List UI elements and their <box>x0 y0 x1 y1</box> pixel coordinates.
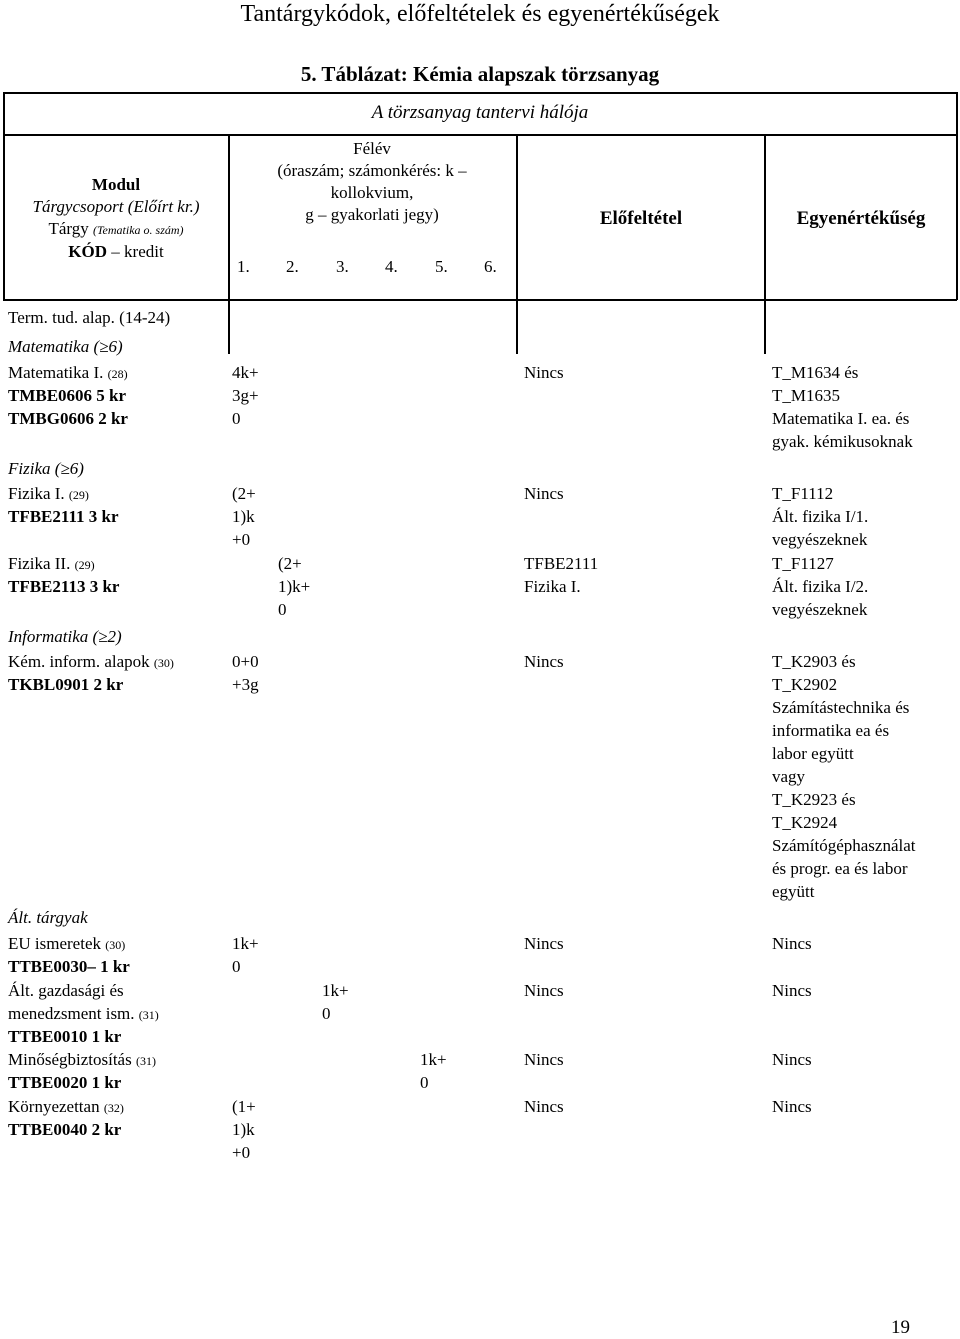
semester-6: 6. <box>484 257 497 276</box>
table-subtitle: A törzsanyag tantervi hálója <box>371 102 589 123</box>
row-mat1-pre: Nincs <box>524 363 564 382</box>
row-inf-sem: 0+0 +3g <box>232 652 259 694</box>
row-fiz2-name: Fizika II. (29) <box>8 554 95 573</box>
row-kornyezet-sem: (1+ 1)k +0 <box>232 1097 256 1162</box>
row-minoseg-name: Minőségbiztosítás (31) <box>8 1050 156 1069</box>
row-gazd-sem: 1k+ 0 <box>322 981 349 1023</box>
row-fiz1-pre: Nincs <box>524 484 564 503</box>
row-mat1-code-1: TMBE0606 5 kr <box>8 386 127 405</box>
header-modul: Modul <box>91 175 141 194</box>
header-targycsoport: Tárgycsoport (Előírt kr.) <box>32 197 200 216</box>
row-fiz2-pre: TFBE2111 Fizika I. <box>524 554 599 596</box>
row-gazd-pre: Nincs <box>524 981 564 1000</box>
row-mat1-sem: 4k+ 3g+ 0 <box>232 363 259 428</box>
row-kornyezet-pre: Nincs <box>524 1097 564 1116</box>
row-minoseg-sem: 1k+ 0 <box>420 1050 447 1092</box>
header-felev: Félév (óraszám; számonkérés: k – kollokvium, g – gyakorlati jegy) <box>277 139 467 224</box>
row-eu-pre: Nincs <box>524 934 564 953</box>
row-fiz1-eq: T_F1112 Ált. fizika I/1. vegyészeknek <box>772 484 869 549</box>
row-mat1-name: Matematika I. (28) <box>8 363 128 382</box>
header-elofeltetel: Előfeltétel <box>599 208 683 229</box>
row-kornyezet-name: Környezettan (32) <box>8 1097 124 1116</box>
header-egyenertekuseg: Egyenértékűség <box>796 208 926 229</box>
group-matematika: Matematika (≥6) <box>8 337 123 356</box>
row-fiz2-sem: (2+ 1)k+ 0 <box>278 554 311 619</box>
row-mat1-eq: T_M1634 és T_M1635 Matematika I. ea. és gyak. kémikusoknak <box>772 363 913 451</box>
page-header: Tantárgykódok, előfeltételek és egyenértékűségek <box>240 1 720 27</box>
row-eu-code: TTBE0030– 1 kr <box>8 957 130 976</box>
row-fiz1-code: TFBE2111 3 kr <box>8 507 119 526</box>
row-inf-eq: T_K2903 és T_K2902 Számítástechnika és informatika ea és labor együtt vagy T_K2923 és T_K2924 Számítógéphasználat és progr. ea és labor együtt <box>772 652 916 901</box>
page-number: 19 <box>891 1317 910 1338</box>
row-fiz1-sem: (2+ 1)k +0 <box>232 484 256 549</box>
row-kornyezet-eq: Nincs <box>772 1097 812 1116</box>
group-informatika: Informatika (≥2) <box>8 627 122 646</box>
row-eu-name: EU ismeretek (30) <box>8 934 126 953</box>
group-alt: Ált. tárgyak <box>8 908 88 927</box>
row-gazd-name: Ált. gazdasági és menedzsment ism. (31) <box>8 981 159 1023</box>
header-kod: KÓD – kredit <box>68 242 164 261</box>
row-minoseg-eq: Nincs <box>772 1050 812 1069</box>
semester-4: 4. <box>385 257 398 276</box>
module-label: Term. tud. alap. (14-24) <box>8 308 171 327</box>
row-gazd-code: TTBE0010 1 kr <box>8 1027 122 1046</box>
row-inf-code: TKBL0901 2 kr <box>8 675 124 694</box>
semester-1: 1. <box>237 257 250 276</box>
header-left-cell <box>4 174 228 263</box>
semester-2: 2. <box>286 257 299 276</box>
semester-5: 5. <box>435 257 448 276</box>
row-kornyezet-code: TTBE0040 2 kr <box>8 1120 122 1139</box>
row-eu-eq: Nincs <box>772 934 812 953</box>
row-minoseg-pre: Nincs <box>524 1050 564 1069</box>
row-mat1-code-2: TMBG0606 2 kr <box>8 409 128 428</box>
row-eu-sem: 1k+ 0 <box>232 934 259 976</box>
semester-3: 3. <box>336 257 349 276</box>
row-inf-pre: Nincs <box>524 652 564 671</box>
row-inf-name: Kém. inform. alapok (30) <box>8 652 174 671</box>
table-title: 5. Táblázat: Kémia alapszak törzsanyag <box>300 62 660 86</box>
row-fiz2-eq: T_F1127 Ált. fizika I/2. vegyészeknek <box>772 554 869 619</box>
row-gazd-eq: Nincs <box>772 981 812 1000</box>
row-fiz1-name: Fizika I. (29) <box>8 484 89 503</box>
row-minoseg-code: TTBE0020 1 kr <box>8 1073 122 1092</box>
header-targy: Tárgy (Tematika o. szám) <box>48 219 184 238</box>
row-fiz2-code: TFBE2113 3 kr <box>8 577 120 596</box>
group-fizika: Fizika (≥6) <box>8 459 84 478</box>
